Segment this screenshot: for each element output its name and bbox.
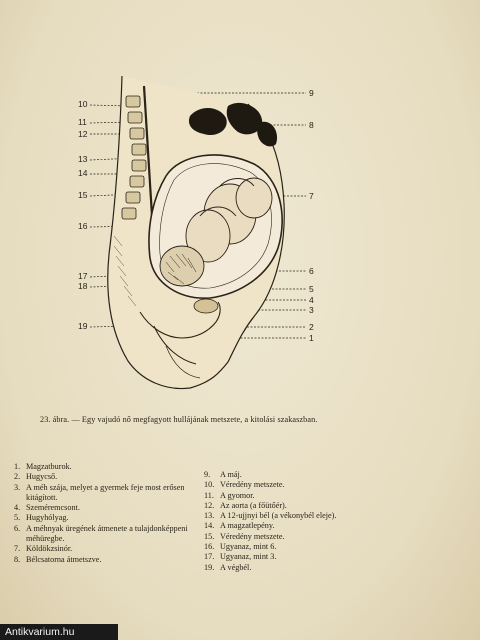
- legend-item: 9. A máj.: [204, 470, 242, 479]
- legend-item: 19. A végbél.: [204, 562, 252, 572]
- legend-item: 15. Véredény metszete.: [204, 531, 285, 541]
- label-18: 18: [78, 281, 88, 291]
- anatomical-figure: [70, 76, 330, 406]
- label-6: 6: [309, 266, 314, 276]
- legend-item: 3. A méh szája, melyet a gyermek feje most erősen kitágított.: [14, 482, 185, 502]
- label-13: 13: [78, 154, 88, 164]
- pubic-bone: [194, 299, 218, 313]
- legend-item: 11. A gyomor.: [204, 490, 255, 500]
- legend-right-column: [204, 470, 419, 573]
- watermark: Antikvarium.hu: [0, 624, 118, 640]
- label-11: 11: [78, 117, 87, 127]
- legend-item: 17. Ugyanaz, mint 3.: [204, 552, 277, 562]
- legend-item: 16. Ugyanaz, mint 6.: [204, 542, 277, 552]
- legend-item: 10. Véredény metszete.: [204, 480, 285, 490]
- legend-item: 7. Köldökzsinór.: [14, 544, 73, 554]
- label-10: 10: [78, 99, 88, 109]
- label-16: 16: [78, 221, 88, 231]
- label-15: 15: [78, 190, 88, 200]
- label-5: 5: [309, 284, 314, 294]
- legend-item: 14. A magzatlepény.: [204, 521, 275, 531]
- label-3: 3: [309, 305, 314, 315]
- legend-item: 13. A 12-ujjnyi bél (a vékonybél eleje).: [204, 511, 337, 521]
- legend-item: 1. Magzatburok.: [14, 462, 72, 471]
- label-8: 8: [309, 120, 314, 130]
- legend-item: 4. Szeméremcsont.: [14, 503, 80, 513]
- legend-item: 8. Bélcsatorna átmetszve.: [14, 554, 102, 564]
- label-9: 9: [309, 88, 314, 98]
- figure-caption: 23. ábra. — Egy vajudó nő megfagyott hullájának metszete, a kitolási szakaszban.: [40, 415, 318, 424]
- label-2: 2: [309, 322, 314, 332]
- label-1: 1: [309, 333, 314, 343]
- legend-item: 2. Hugycső.: [14, 472, 58, 482]
- legend-item: 5. Hugyhólyag.: [14, 513, 69, 523]
- label-7: 7: [309, 191, 314, 201]
- legend-item: 12. Az aorta (a főütőér).: [204, 500, 287, 510]
- legend-left-column: [14, 462, 194, 565]
- label-19: 19: [78, 321, 88, 331]
- label-17: 17: [78, 271, 88, 281]
- label-14: 14: [78, 168, 88, 178]
- label-4: 4: [309, 295, 314, 305]
- label-12: 12: [78, 129, 88, 139]
- legend-item: 6. A méhnyak üregének átmenete a tulajdonképpeni méhüregbe.: [14, 523, 188, 544]
- sagittal-section-illustration: [70, 76, 330, 406]
